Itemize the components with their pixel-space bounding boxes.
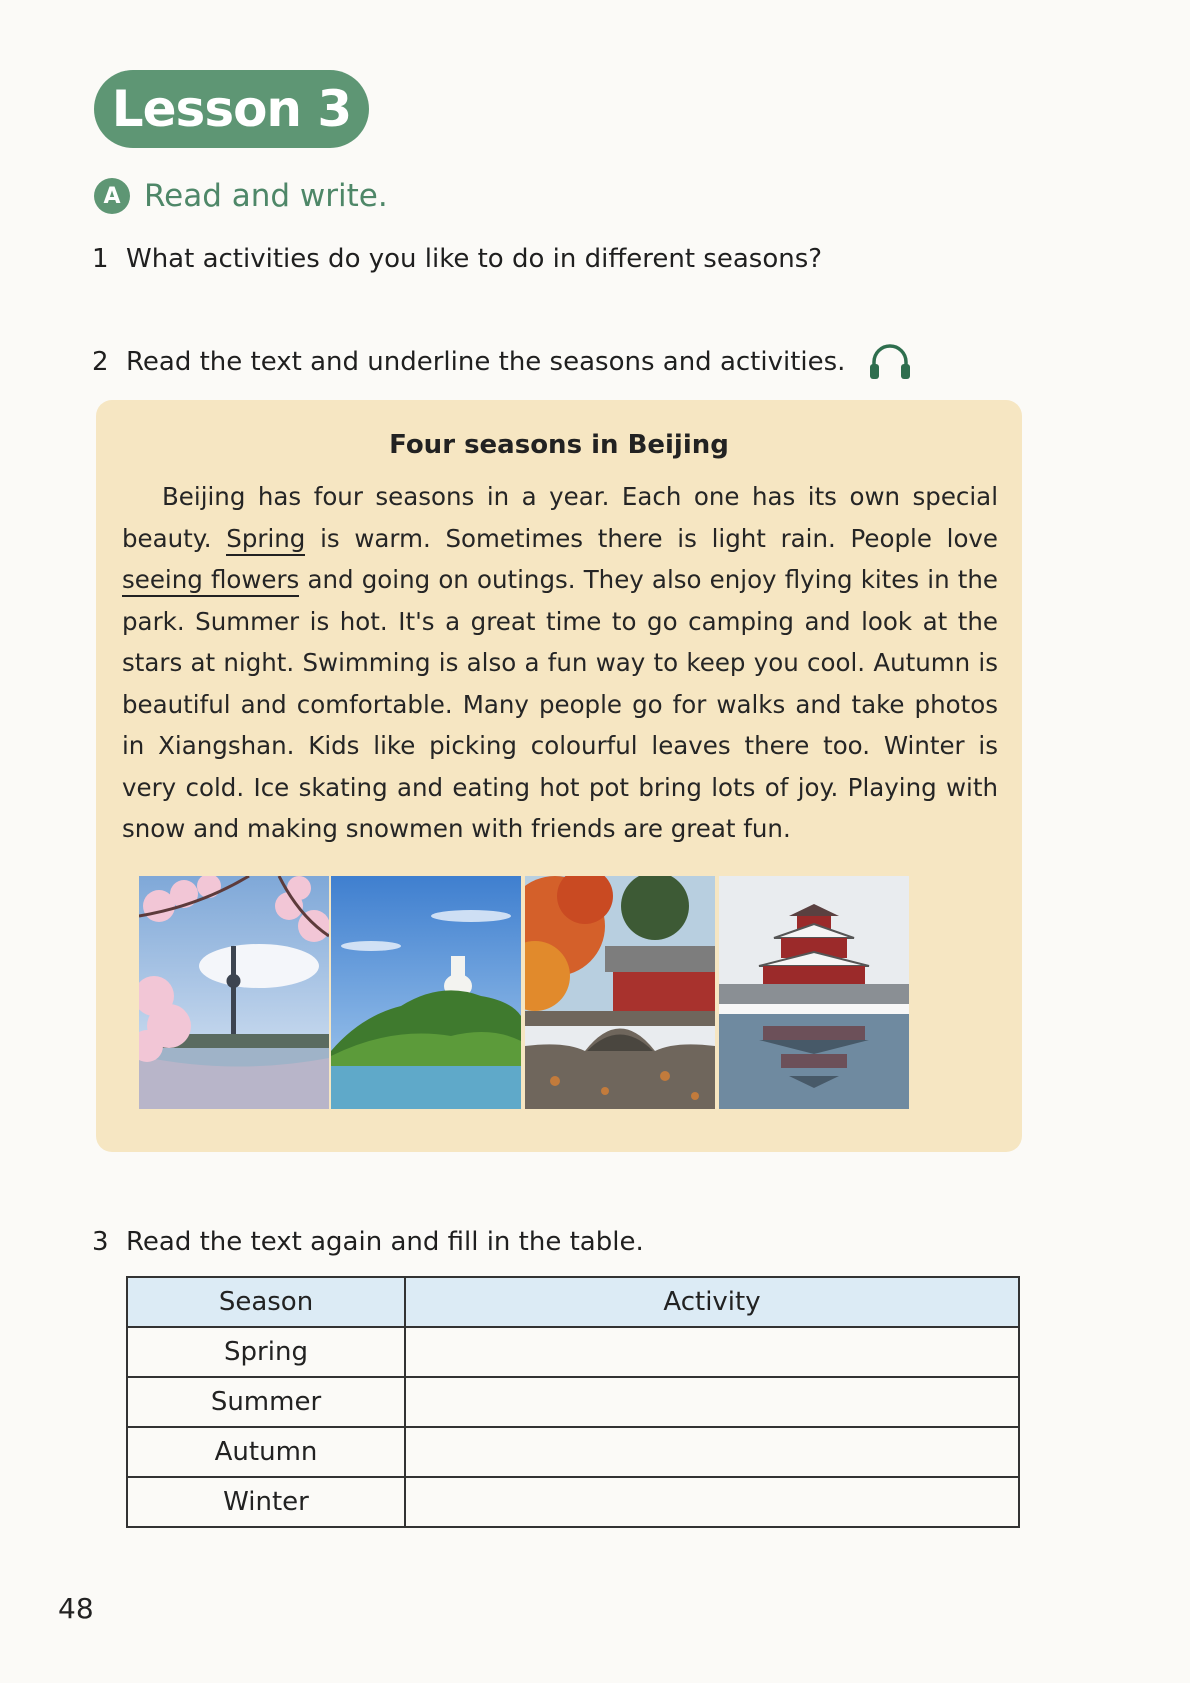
- season-cell: Winter: [127, 1477, 405, 1527]
- page-number: 48: [58, 1592, 94, 1625]
- reading-passage-box: [96, 400, 1022, 1152]
- reading-title: Four seasons in Beijing: [389, 430, 729, 460]
- header-activity: Activity: [405, 1277, 1019, 1327]
- question-text: Read the text again and fill in the table.: [126, 1227, 644, 1257]
- season-activity-table: [126, 1276, 1020, 1528]
- table-row: [127, 1377, 1019, 1427]
- reading-segment: and going on outings. They also enjoy flying kites in the park. Summer is hot. It's a great time to go camping and look at the stars at night. Swimming is also a fun way to keep you cool. Autumn is beautiful and comfortable. Many people go for walks and take photos in Xiangshan. Kids like picking colourful leaves there too. Winter is very cold. Ice skating and eating hot pot bring lots of joy. Playing with snow and making snowmen with friends are great fun.: [122, 565, 998, 843]
- table-header-row: [127, 1277, 1019, 1327]
- headphones-icon[interactable]: [867, 342, 913, 382]
- activity-cell[interactable]: [405, 1427, 1019, 1477]
- question-number: 3: [92, 1227, 109, 1257]
- underlined-activity: seeing flowers: [122, 565, 299, 597]
- header-season: Season: [127, 1277, 405, 1327]
- reading-text: [122, 476, 998, 850]
- season-cell: Spring: [127, 1327, 405, 1377]
- section-a-header: [94, 178, 388, 214]
- question-text: What activities do you like to do in different seasons?: [126, 244, 823, 274]
- activity-cell[interactable]: [405, 1477, 1019, 1527]
- summer-photo: [331, 876, 521, 1109]
- question-number: 2: [92, 347, 109, 377]
- question-number: 1: [92, 244, 109, 274]
- question-3: [92, 1227, 644, 1257]
- lesson-title: Lesson 3: [94, 70, 369, 148]
- table-row: [127, 1477, 1019, 1527]
- table-row: [127, 1427, 1019, 1477]
- activity-cell[interactable]: [405, 1377, 1019, 1427]
- season-cell: Summer: [127, 1377, 405, 1427]
- section-letter-badge: A: [94, 178, 130, 214]
- autumn-photo: [525, 876, 715, 1109]
- winter-photo: [719, 876, 909, 1109]
- section-title: Read and write.: [144, 178, 388, 214]
- season-cell: Autumn: [127, 1427, 405, 1477]
- table-row: [127, 1327, 1019, 1377]
- reading-segment: is warm. Sometimes there is light rain. People love: [305, 523, 999, 553]
- question-2: [92, 342, 913, 382]
- question-text: Read the text and underline the seasons and activities.: [126, 347, 846, 377]
- spring-photo: [139, 876, 329, 1109]
- activity-cell[interactable]: [405, 1327, 1019, 1377]
- underlined-season: Spring: [226, 524, 305, 556]
- reading-segment: Beijing has four seasons in a year. Each one has its own special beauty.: [122, 482, 998, 553]
- question-1: [92, 244, 822, 274]
